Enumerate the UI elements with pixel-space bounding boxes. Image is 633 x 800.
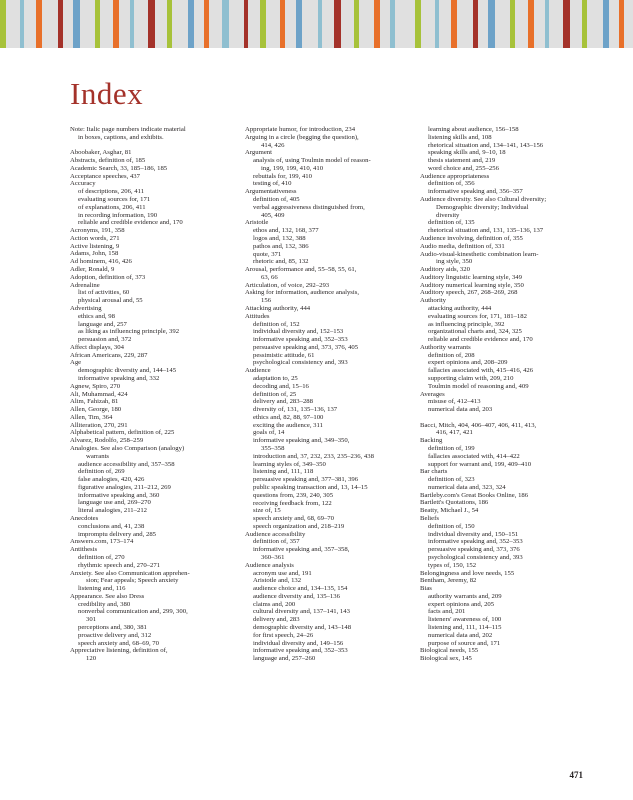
index-entry: Beatty, Michael J., 54 [420, 507, 479, 515]
index-entry: Analogies. See also Comparison (analogy) [70, 445, 185, 453]
index-subentry: speaking skills and, 9–10, 18 [428, 149, 506, 157]
index-entry: Anxiety. See also Communication apprehen- [70, 569, 190, 577]
index-subentry: definition of, 405 [253, 196, 300, 204]
stripe [155, 0, 167, 48]
index-subentry: sion; Fear appeals; Speech anxiety [86, 577, 179, 585]
index-subentry: in recording information, 190 [78, 211, 158, 219]
index-subentry: rhetorical situation and, 134–141, 143–156 [428, 141, 544, 149]
index-entry: Arguing in a circle (begging the question), [245, 133, 359, 141]
index-subentry: conclusions and, 41, 238 [78, 522, 145, 530]
index-entry: Authority warrants [420, 343, 471, 351]
index-subentry: 416, 417, 421 [436, 429, 473, 437]
index-entry: Argument [245, 149, 272, 157]
index-entry: Acceptance speeches, 437 [70, 172, 140, 180]
index-subentry: rebuttals for, 199, 410 [253, 172, 312, 180]
index-subentry: informative speaking and, 352–353 [428, 538, 523, 546]
index-entry: Appreciative listening, definition of, [70, 647, 168, 655]
index-subentry: figurative analogies, 211–212, 269 [78, 483, 171, 491]
index-subentry: audience choice and, 134–135, 154 [253, 585, 348, 593]
index-entry: Audio media, definition of, 331 [420, 242, 505, 250]
stripe [302, 0, 318, 48]
index-subentry: demographic diversity and, 143–148 [253, 624, 352, 631]
index-subentry: types of, 150, 152 [428, 561, 477, 569]
stripe [359, 0, 374, 48]
index-entry: Bar charts [420, 468, 448, 476]
index-subentry: quote, 371 [253, 250, 282, 258]
index-entry: Affect displays, 304 [70, 343, 124, 351]
index-subentry: 414, 426 [261, 141, 285, 149]
index-subentry: definition of, 323 [428, 476, 475, 484]
index-entry: Beliefs [420, 515, 439, 523]
stripe [380, 0, 390, 48]
stripe [42, 0, 58, 48]
stripe [222, 0, 229, 48]
index-entry: Biological needs, 155 [420, 647, 479, 655]
index-entry: Argumentativeness [245, 188, 297, 196]
index-entry: Note: Italic page numbers indicate material [70, 126, 186, 133]
index-entry: Arousal, performance and, 55–58, 55, 61, [245, 266, 357, 274]
index-subentry: definition of, 25 [253, 390, 297, 398]
index-subentry: claims and, 200 [253, 600, 296, 608]
index-subentry: attacking authority, 444 [428, 304, 492, 312]
stripe [341, 0, 354, 48]
index-subentry: authority warrants and, 209 [428, 592, 502, 600]
stripe [549, 0, 563, 48]
index-subentry: nonverbal communication and, 299, 300, [78, 608, 188, 616]
index-subentry: definition of, 135 [428, 219, 475, 227]
index-subentry: Demographic diversity; Individual [436, 203, 529, 211]
index-entry: Backing [420, 437, 443, 445]
index-subentry: impromptu delivery and, 285 [78, 530, 157, 538]
index-subentry: ethics and, 98 [78, 312, 115, 320]
stripe [73, 0, 80, 48]
stripe [119, 0, 130, 48]
index-column-1 [70, 126, 240, 663]
index-subentry: supporting claim with, 209, 210 [428, 375, 514, 382]
index-subentry: learning styles of, 349–350 [253, 460, 326, 468]
index-entry: Audience appropriateness [420, 172, 490, 180]
index-subentry: definition of, 199 [428, 445, 475, 453]
index-subentry: warrants [86, 452, 110, 460]
index-subentry: literal analogies, 211–212 [78, 507, 148, 515]
stripe [248, 0, 260, 48]
stripe [63, 0, 73, 48]
index-entry: Alvarez, Rodolfo, 258–259 [70, 437, 144, 445]
index-subentry: fallacies associated with, 415–416, 426 [428, 367, 534, 375]
stripe [24, 0, 36, 48]
index-subentry: speech organization and, 218–219 [253, 522, 345, 530]
index-subentry: as liking as influencing principle, 392 [78, 328, 180, 336]
index-subentry: definition of, 357 [253, 538, 300, 546]
index-entry: Academic Search, 33, 185–186, 185 [70, 164, 168, 172]
index-subentry: audience diversity and, 135–136 [253, 592, 340, 600]
index-entry: Biological sex, 145 [420, 655, 472, 663]
stripe [495, 0, 510, 48]
index-entry: Allen, Tim, 364 [70, 413, 113, 421]
index-subentry: individual diversity and, 150–151 [428, 530, 519, 538]
index-subentry: definition of, 208 [428, 351, 475, 359]
index-subentry: logos and, 132, 388 [253, 234, 306, 242]
index-column-3 [420, 126, 590, 663]
index-subentry: proactive delivery and, 312 [78, 631, 152, 639]
index-entry: Adrenaline [70, 281, 100, 289]
page-title: Index [70, 76, 144, 111]
index-subentry: persuasion and, 372 [78, 336, 132, 344]
index-column-2 [245, 126, 415, 663]
index-entry: Appropriate humor, for introduction, 234 [245, 126, 356, 133]
index-entry: Bartleby.com's Great Books Online, 186 [420, 491, 529, 499]
index-subentry: 355–358 [261, 445, 285, 453]
index-entry: Bartlett's Quotations, 186 [420, 499, 489, 507]
index-subentry: ethos and, 132, 168, 377 [253, 227, 319, 235]
index-entry: Aristotle [245, 219, 269, 227]
index-subentry: verbal aggressiveness distinguished from, [253, 203, 365, 211]
index-entry: Action words, 271 [70, 234, 120, 242]
stripe [395, 0, 415, 48]
index-entry: Audio-visual-kinesthetic combination learn- [420, 250, 539, 258]
index-entry: Acronyms, 191, 358 [70, 227, 125, 235]
index-subentry: expert opinions and, 205 [428, 600, 495, 608]
index-subentry: definition of, 150 [428, 522, 475, 530]
index-subentry: learning about audience, 156–158 [428, 126, 519, 133]
index-subentry: psychological consistency and, 393 [253, 359, 348, 367]
index-entry: Averages [420, 390, 445, 398]
index-entry: Adler, Ronald, 9 [70, 266, 115, 274]
index-entry: Attitudes [245, 312, 270, 320]
index-subentry: 301 [86, 616, 97, 624]
index-subentry: diversity of, 131, 135–136, 137 [253, 406, 338, 414]
index-entry: Asking for information, audience analysis, [245, 289, 360, 297]
index-entry: Audience [245, 367, 271, 375]
index-entry: Audience diversity. See also Cultural diversity; [420, 196, 547, 204]
index-subentry: speech anxiety and, 68, 69–70 [253, 515, 334, 523]
index-subentry: size of, 15 [253, 507, 281, 515]
index-subentry: questions from, 239, 240, 305 [253, 491, 334, 499]
page-number: 471 [569, 770, 583, 780]
index-entry: Bias [420, 585, 432, 593]
stripe [478, 0, 488, 48]
index-subentry: individual diversity and, 152–153 [253, 328, 344, 336]
index-subentry: language and, 257 [78, 320, 127, 328]
index-subentry: support for warrant and, 199, 409–410 [428, 460, 532, 468]
index-entry: Ali, Muhammad, 424 [70, 390, 128, 398]
index-subentry: listening and, 116 [78, 585, 126, 593]
index-subentry: public speaking transaction and, 13, 14–15 [253, 483, 368, 491]
index-entry: Adams, John, 158 [70, 250, 119, 258]
index-subentry: exciting the audience, 311 [253, 421, 323, 429]
index-subentry: definition of, 152 [253, 320, 300, 328]
index-subentry: language use and, 269–270 [78, 499, 151, 507]
index-subentry: perceptions and, 380, 381 [78, 623, 147, 631]
index-subentry: 360–361 [261, 553, 285, 561]
index-subentry: demographic diversity and, 144–145 [78, 367, 177, 375]
index-subentry: persuasive speaking and, 377–381, 396 [253, 476, 359, 484]
index-subentry: definition of, 269 [78, 468, 125, 476]
index-subentry: pathos and, 132, 386 [253, 242, 309, 250]
index-subentry: of explanations, 206, 411 [78, 203, 146, 211]
index-subentry: listening and, 111, 114–115 [428, 623, 502, 631]
index-entry: Ad hominem, 416, 426 [70, 258, 132, 266]
index-subentry: persuasive speaking and, 373, 376 [428, 546, 520, 554]
index-entry: Attacking authority, 444 [245, 304, 311, 312]
stripe [609, 0, 619, 48]
stripe [421, 0, 435, 48]
stripe [587, 0, 603, 48]
index-subentry: misuse of, 412–413 [428, 398, 481, 406]
index-entry: Adoption, definition of, 373 [70, 273, 146, 281]
index-subentry: introduction and, 37, 232, 233, 235–236, 438 [253, 452, 374, 460]
index-entry: Alliteration, 270, 291 [70, 421, 128, 429]
index-entry: Aboobaker, Asghar, 81 [70, 149, 132, 157]
index-subentry: informative speaking and, 332 [78, 374, 160, 382]
index-subentry: rhythmic speech and, 270–271 [78, 561, 161, 569]
index-subentry: informative speaking and, 356–357 [428, 188, 523, 196]
index-subentry: listening skills and, 108 [428, 133, 492, 141]
index-subentry: audience accessibility and, 357–358 [78, 460, 175, 468]
index-entry: Articulation, of voice, 292–293 [245, 281, 330, 289]
index-entry: Audience analysis [245, 561, 294, 569]
stripe [488, 0, 495, 48]
index-subentry: credibility and, 380 [78, 600, 131, 608]
index-subentry: thesis statement and, 219 [428, 157, 496, 165]
stripe [148, 0, 155, 48]
index-subentry: listening and, 111, 118 [253, 468, 314, 476]
stripe [229, 0, 244, 48]
index-subentry: individual diversity and, 149–156 [253, 639, 344, 647]
index-subentry: evaluating sources for, 171, 181–182 [428, 312, 527, 320]
index-subentry: Aristotle and, 132 [253, 577, 302, 585]
index-subentry: physical arousal and, 55 [78, 297, 143, 305]
index-entry: Antithesis [70, 546, 98, 554]
stripe [172, 0, 188, 48]
index-subentry: informative speaking and, 349–350, [253, 437, 350, 445]
index-entry: Bacci, Mitch, 404, 406–407, 406, 411, 413, [420, 421, 537, 429]
index-subentry: speech anxiety and, 68–69, 70 [78, 639, 159, 647]
index-subentry: numerical data and, 323, 324 [428, 483, 506, 491]
index-subentry: organizational charts and, 324, 325 [428, 328, 522, 336]
stripe [515, 0, 528, 48]
index-subentry: listeners' awareness of, 100 [428, 616, 502, 624]
stripe [266, 0, 280, 48]
index-subentry: cultural diversity and, 137–141, 143 [253, 608, 350, 616]
index-entry: Age [70, 359, 82, 367]
index-subentry: reliable and credible evidence and, 170 [78, 219, 183, 227]
index-subentry: analysis of, using Toulmin model of reason- [253, 157, 371, 165]
stripe [322, 0, 334, 48]
index-subentry: definition of, 356 [428, 180, 475, 188]
index-subentry: diversity [436, 211, 460, 219]
index-subentry: delivery and, 283–288 [253, 398, 313, 406]
index-subentry: false analogies, 420, 426 [78, 476, 145, 484]
index-subentry: 156 [261, 297, 272, 305]
index-subentry: word choice and, 255–256 [428, 164, 499, 172]
index-entry: Accuracy [70, 180, 96, 188]
index-subentry: reliable and credible evidence and, 170 [428, 336, 533, 344]
index-entry: Audience accessibility [245, 530, 306, 538]
index-entry: Advertising [70, 304, 102, 312]
index-entry: Anecdotes [70, 515, 99, 523]
index-subentry: 120 [86, 655, 97, 663]
stripe [570, 0, 582, 48]
index-subentry: as influencing principle, 392 [428, 320, 505, 328]
index-subentry: delivery and, 283 [253, 616, 300, 624]
index-entry: Answers.com, 173–174 [70, 538, 134, 546]
index-entry: African Americans, 229, 287 [70, 351, 148, 359]
index-subentry: rhetorical situation and, 131, 135–136, 137 [428, 227, 544, 235]
index-subentry: informative speaking and, 352–353 [253, 336, 348, 344]
decorative-stripe-bar [0, 0, 633, 48]
index-subentry: informative speaking and, 352–353 [253, 647, 348, 655]
stripe [134, 0, 148, 48]
index-subentry: of descriptions, 206, 411 [78, 188, 145, 196]
index-subentry: ethics and, 82, 88, 97–100 [253, 413, 324, 421]
index-entry: Auditory speech, 267, 268–269, 268 [420, 289, 518, 297]
stripe [334, 0, 341, 48]
index-entry: Belongingness and love needs, 155 [420, 569, 515, 577]
stripe [194, 0, 204, 48]
index-entry: Abstracts, definition of, 185 [70, 157, 146, 165]
index-subentry: 405, 409 [261, 211, 285, 219]
index-subentry: pessimistic attitude, 61 [253, 351, 315, 359]
index-entry: Authority [420, 297, 447, 305]
stripe [534, 0, 545, 48]
index-subentry: adaptation to, 25 [253, 375, 298, 382]
stripe [563, 0, 570, 48]
index-subentry: definition of, 270 [78, 553, 125, 561]
index-entry: Bentham, Jeremy, 82 [420, 577, 477, 585]
index-subentry: 63, 66 [261, 273, 278, 281]
index-subentry: persuasive speaking and, 373, 376, 405 [253, 343, 359, 351]
stripe [457, 0, 473, 48]
index-spacer [70, 142, 240, 150]
index-subentry: informative speaking and, 360 [78, 491, 160, 499]
index-subentry: language and, 257–260 [253, 655, 316, 663]
stripe [100, 0, 113, 48]
index-subentry: receiving feedback from, 122 [253, 499, 332, 507]
index-subentry: informative speaking and, 357–358, [253, 546, 350, 554]
index-subentry: purpose of source and, 171 [428, 639, 501, 647]
index-subentry: Toulmin model of reasoning and, 409 [428, 382, 529, 390]
index-subentry: facts and, 201 [428, 608, 466, 616]
index-subentry: psychological consistency and, 393 [428, 553, 523, 561]
index-entry: Agnew, Spiro, 270 [70, 382, 121, 390]
index-subentry: numerical data and, 202 [428, 631, 493, 639]
index-subentry: for first speech, 24–26 [253, 631, 314, 639]
index-entry: Allen, George, 180 [70, 406, 122, 414]
index-subentry: expert opinions and, 208–209 [428, 359, 508, 367]
index-entry: Auditory linguistic learning style, 349 [420, 273, 522, 281]
index-subentry: list of activities, 60 [78, 289, 130, 297]
index-subentry: ing, 199, 199, 410, 410 [261, 164, 324, 172]
index-subentry: goals of, 14 [253, 429, 285, 437]
index-entry: Alphabetical pattern, definition of, 225 [70, 429, 175, 437]
index-subentry: acronym use and, 191 [253, 569, 312, 577]
index-subentry: in boxes, captions, and exhibits. [78, 133, 164, 141]
stripe [439, 0, 451, 48]
index-subentry: fallacies associated with, 414–422 [428, 452, 520, 460]
stripe [624, 0, 633, 48]
index-subentry: ing style, 350 [436, 258, 473, 266]
stripe [285, 0, 296, 48]
stripe [6, 0, 20, 48]
index-subentry: evaluating sources for, 171 [78, 196, 151, 204]
index-subentry: decoding and, 15–16 [253, 382, 309, 390]
index-entry: Auditory numerical learning style, 350 [420, 281, 524, 289]
index-entry: Alim, Fahizah, 81 [70, 398, 119, 406]
index-subentry: numerical data and, 203 [428, 406, 493, 414]
index-spacer [420, 414, 590, 422]
index-subentry: testing of, 410 [253, 180, 292, 188]
index-subentry: rhetoric and, 85, 132 [253, 258, 309, 266]
stripe [80, 0, 95, 48]
index-entry: Active listening, 9 [70, 242, 120, 250]
index-entry: Audience involving, definition of, 355 [420, 234, 523, 242]
index-entry: Appearance. See also Dress [70, 592, 145, 600]
stripe [209, 0, 222, 48]
index-entry: Auditory aids, 320 [420, 266, 470, 274]
